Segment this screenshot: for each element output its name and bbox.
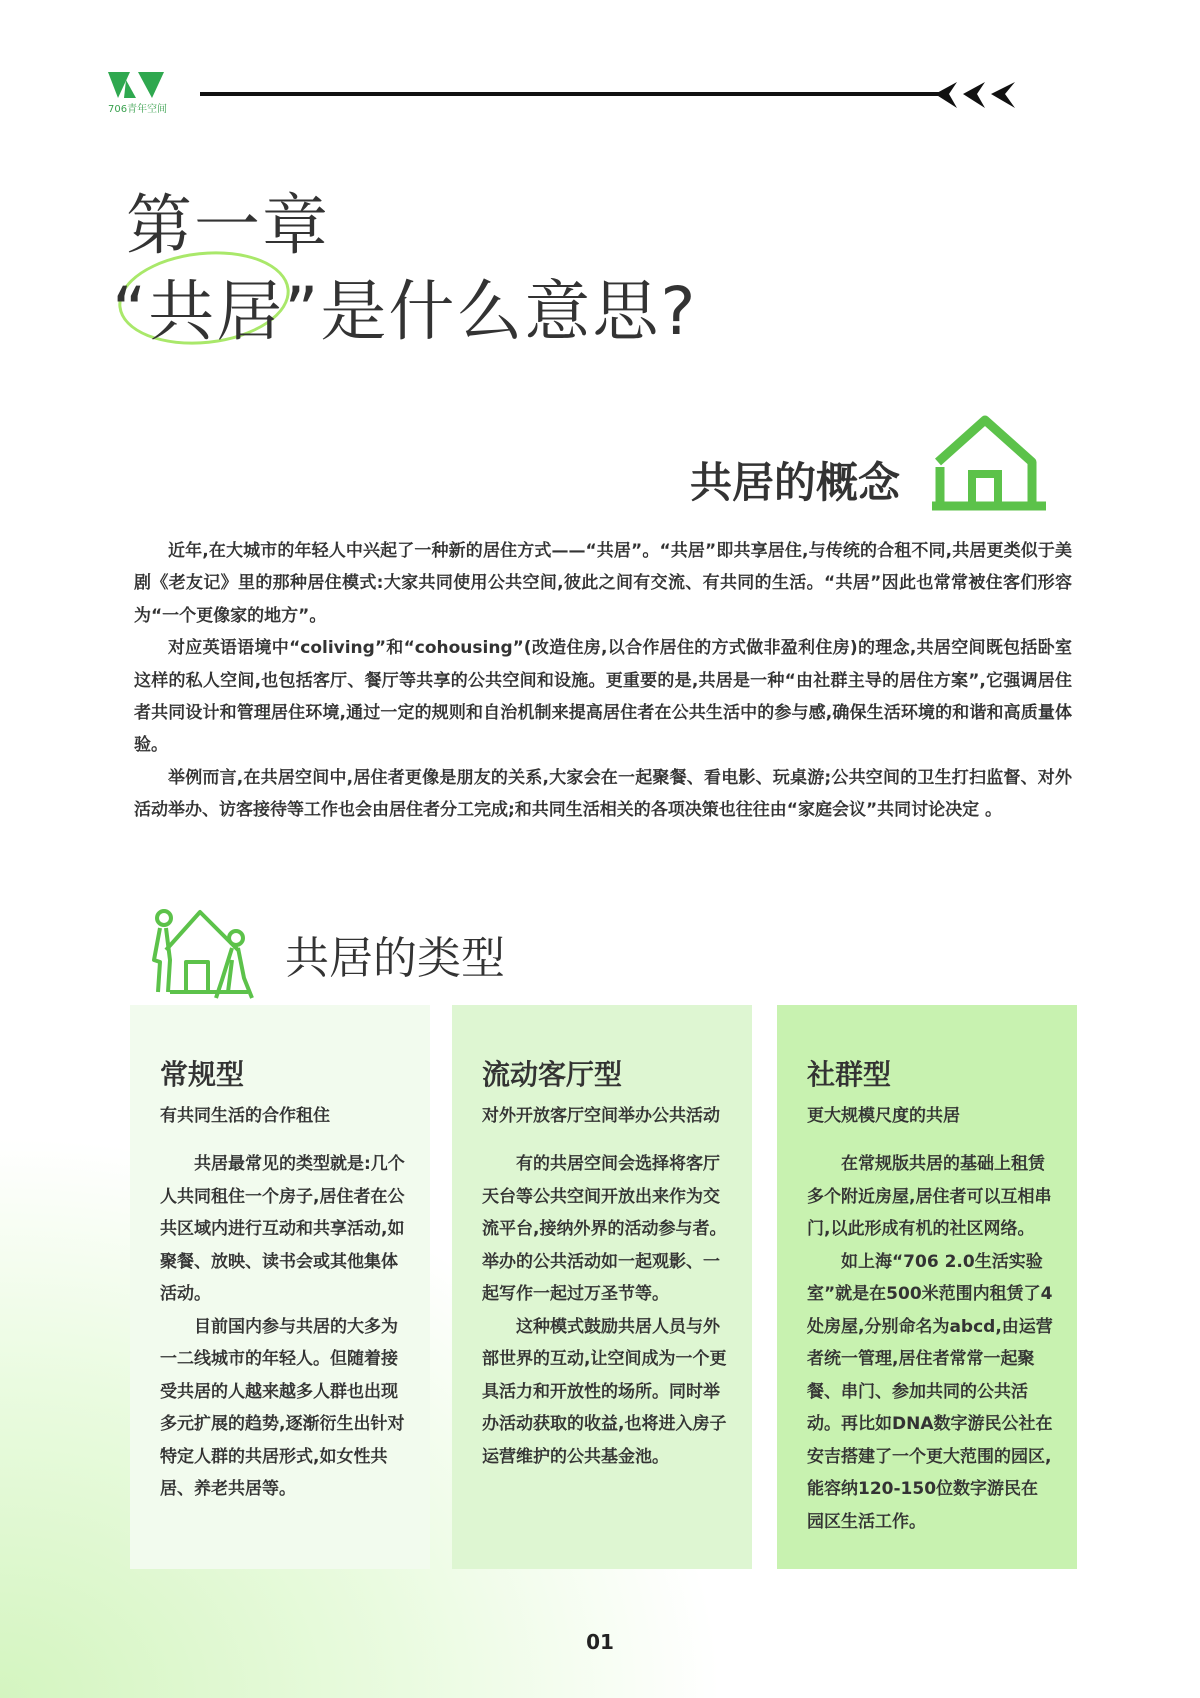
paragraph: 目前国内参与共居的大多为一二线城市的年轻人。但随着接受共居的人越来越多人群也出现多元扩展的趋势,逐渐衍生出针对特定人群的共居形式,如女性共居、养老共居等。 — [160, 1316, 405, 1499]
concept-body — [134, 535, 1072, 827]
paragraph: 有的共居空间会选择将客厅天台等公共空间开放出来作为交流平台,接纳外界的活动参与者。举办的公共活动如一起观影、一起写作一起过万圣节等。 — [482, 1154, 727, 1304]
logo-text: 706青年空间 — [108, 104, 168, 115]
page-number: 01 — [586, 1630, 614, 1654]
logo-mark-icon — [108, 72, 164, 98]
card-title: 常规型 — [160, 1058, 245, 1091]
chapter-subtitle: “共居”是什么意思? — [112, 273, 698, 350]
header-rule — [200, 92, 945, 96]
card-title: 流动客厅型 — [482, 1058, 623, 1091]
paragraph: 对应英语语境中“coliving”和“cohousing”(改造住房,以合作居住的方式做非盈利住房)的理念,共居空间既包括卧室这样的私人空间,也包括客厅、餐厅等共享的公共空间和设施。更重要的是,共居是一种“由社群主导的居住方案”,它强调居住者共同设计和管理居住环境,通过一定的规则和自治机制来提高居住者在公共生活中的参与感,确保生活环境的和谐和高质量体验。 — [134, 638, 1072, 756]
type-card-living-room — [452, 1005, 752, 1569]
logo — [108, 72, 178, 115]
card-body — [807, 1148, 1055, 1538]
card-body — [482, 1148, 730, 1473]
paragraph: 如上海“706 2.0生活实验室”就是在500米范围内租赁了4处房屋,分别命名为abcd,由运营者统一管理,居住者常常一起聚餐、串门、参加共同的公共活动。再比如DNA数字游民公社在安吉搭建了一个更大范围的园区,能容纳120-150位数字游民在园区生活工作。 — [807, 1251, 1053, 1532]
arrowheads-icon — [935, 80, 1017, 110]
concept-heading: 共居的概念 — [690, 458, 901, 507]
people-house-icon — [148, 900, 256, 1000]
house-icon — [930, 412, 1048, 512]
paragraph: 举例而言,在共居空间中,居住者更像是朋友的关系,大家会在一起聚餐、看电影、玩桌游;公共空间的卫生打扫监督、对外活动举办、访客接待等工作也会由居住者分工完成;和共同生活相关的各项决策也往往由“家庭会议”共同讨论决定 。 — [134, 767, 1072, 821]
card-subtitle: 更大规模尺度的共居 — [807, 1106, 960, 1126]
card-title: 社群型 — [807, 1058, 892, 1091]
chapter-title: 第一章 — [126, 187, 330, 264]
paragraph: 这种模式鼓励共居人员与外部世界的互动,让空间成为一个更具活力和开放性的场所。同时举办活动获取的收益,也将进入房子运营维护的公共基金池。 — [482, 1316, 727, 1467]
card-subtitle: 对外开放客厅空间举办公共活动 — [482, 1106, 720, 1126]
type-card-regular — [130, 1005, 430, 1569]
paragraph: 在常规版共居的基础上租赁多个附近房屋,居住者可以互相串门,以此形成有机的社区网络。 — [807, 1154, 1052, 1239]
types-heading: 共居的类型 — [285, 933, 505, 984]
card-subtitle: 有共同生活的合作租住 — [160, 1106, 330, 1126]
type-card-community — [777, 1005, 1077, 1569]
paragraph: 共居最常见的类型就是:几个人共同租住一个房子,居住者在公共区域内进行互动和共享活动,如聚餐、放映、读书会或其他集体活动。 — [160, 1154, 405, 1304]
paragraph: 近年,在大城市的年轻人中兴起了一种新的居住方式——“共居”。“共居”即共享居住,与传统的合租不同,共居更类似于美剧《老友记》里的那种居住模式:大家共同使用公共空间,彼此之间有交流、有共同的生活。“共居”因此也常常被住客们形容为“一个更像家的地方”。 — [134, 541, 1072, 626]
card-body — [160, 1148, 408, 1506]
